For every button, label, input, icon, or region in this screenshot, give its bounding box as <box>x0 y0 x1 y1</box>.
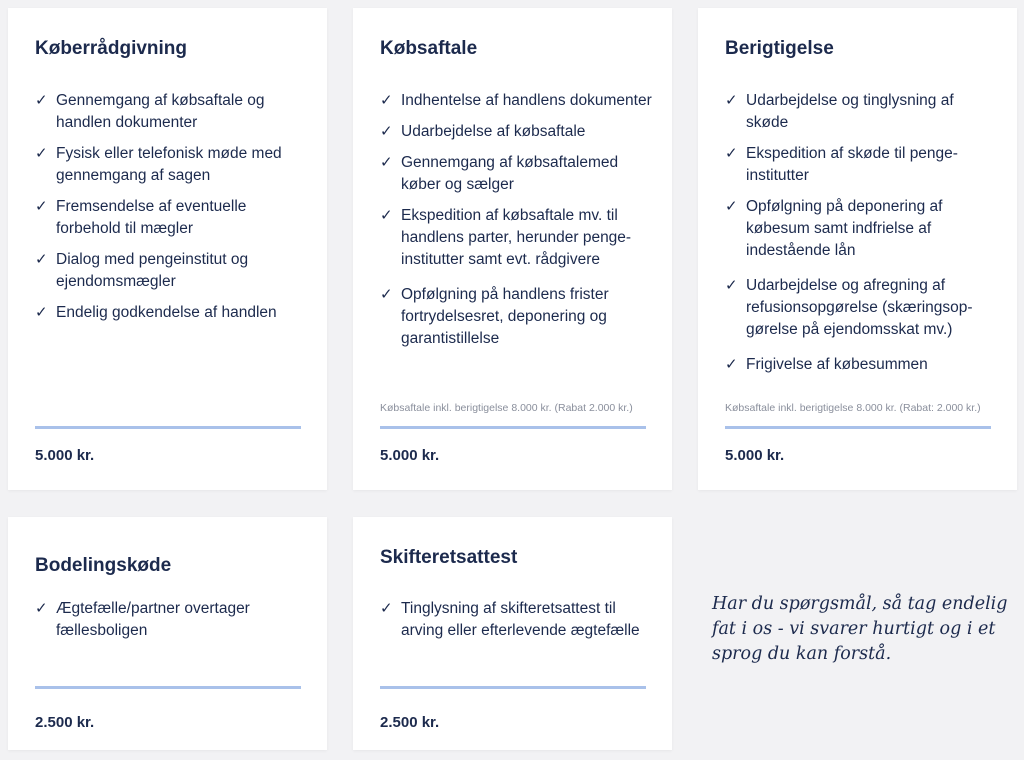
price: 5.000 kr. <box>725 447 785 464</box>
checkmark-icon: ✓ <box>725 145 738 162</box>
list-item <box>35 143 307 187</box>
card-title: Købsaftale <box>380 38 478 59</box>
price-note: Købsaftale inkl. berigtigelse 8.000 kr. (Rabat: 2.000 kr.) <box>725 402 981 414</box>
checkmark-icon: ✓ <box>380 92 393 109</box>
checkmark-icon: ✓ <box>35 145 48 162</box>
item-text: Ekspedition af købsaftale mv. til handlens parter, herunder penge-institutter samt evt. rådgivere <box>401 207 632 268</box>
list-item <box>35 302 307 324</box>
checkmark-icon: ✓ <box>380 207 393 224</box>
card-koberraadgivning <box>8 8 327 490</box>
card-kobsaftale <box>353 8 672 490</box>
list-item <box>725 354 997 376</box>
card-title: Køberrådgivning <box>35 38 188 59</box>
list-item <box>725 143 997 187</box>
checkmark-icon: ✓ <box>380 286 393 303</box>
list-item <box>35 598 307 642</box>
checkmark-icon: ✓ <box>725 277 738 294</box>
checkmark-icon: ✓ <box>380 600 393 617</box>
checkmark-icon: ✓ <box>35 198 48 215</box>
card-berigtigelse <box>698 8 1017 490</box>
price: 5.000 kr. <box>380 447 440 464</box>
item-text: Udarbejdelse og tinglysning af skøde <box>746 92 954 131</box>
checkmark-icon: ✓ <box>35 304 48 321</box>
feature-list <box>725 90 997 385</box>
item-text: Opfølgning på handlens frister fortrydelsesret, deponering og garantistillelse <box>401 286 609 347</box>
list-item <box>380 284 652 350</box>
item-text: Tinglysning af skifteretsattest til arving eller efterlevende ægtefælle <box>401 600 640 639</box>
contact-message: Har du spørgsmål, så tag endelig fat i os - vi svarer hurtigt og i et sprog du kan forstå. <box>712 594 1008 664</box>
list-item <box>725 196 997 262</box>
price-divider <box>35 426 301 429</box>
list-item <box>380 152 652 196</box>
item-text: Ægtefælle/partner overtager fællesboligen <box>56 600 250 639</box>
checkmark-icon: ✓ <box>725 356 738 373</box>
item-text: Gennemgang af købsaftale og handlen dokumenter <box>56 92 265 131</box>
list-item <box>380 598 652 642</box>
card-title: Skifteretsattest <box>380 547 518 568</box>
item-text: Fysisk eller telefonisk møde med gennemgang af sagen <box>56 145 282 184</box>
feature-list <box>380 90 652 359</box>
price: 2.500 kr. <box>380 714 440 731</box>
checkmark-icon: ✓ <box>35 92 48 109</box>
checkmark-icon: ✓ <box>380 154 393 171</box>
feature-list <box>35 598 307 651</box>
feature-list <box>35 90 307 333</box>
item-text: Gennemgang af købsaftalemed køber og sælger <box>401 154 619 193</box>
item-text: Fremsendelse af eventuelle forbehold til mægler <box>56 198 247 237</box>
item-text: Opfølgning på deponering af købesum samt indfrielse af indestående lån <box>746 198 943 259</box>
item-text: Ekspedition af skøde til penge-institutter <box>746 145 958 184</box>
list-item <box>380 205 652 271</box>
list-item <box>35 249 307 293</box>
item-text: Udarbejdelse og afregning af refusionsopgørelse (skæringsop-gørelse på ejendomsskat mv.) <box>746 277 973 338</box>
item-text: Dialog med pengeinstitut og ejendomsmægler <box>56 251 249 290</box>
feature-list <box>380 598 652 651</box>
list-item <box>725 90 997 134</box>
item-text: Udarbejdelse af købsaftale <box>401 123 586 140</box>
price: 5.000 kr. <box>35 447 95 464</box>
item-text: Frigivelse af købesummen <box>746 356 928 373</box>
checkmark-icon: ✓ <box>35 251 48 268</box>
price-divider <box>35 686 301 689</box>
list-item <box>380 121 652 143</box>
price-divider <box>380 426 646 429</box>
checkmark-icon: ✓ <box>725 92 738 109</box>
checkmark-icon: ✓ <box>380 123 393 140</box>
list-item <box>35 90 307 134</box>
checkmark-icon: ✓ <box>725 198 738 215</box>
card-skifteretsattest <box>353 517 672 750</box>
price-divider <box>380 686 646 689</box>
price-note: Købsaftale inkl. berigtigelse 8.000 kr. (Rabat 2.000 kr.) <box>380 402 633 414</box>
item-text: Indhentelse af handlens dokumenter <box>401 92 652 109</box>
list-item <box>35 196 307 240</box>
list-item <box>380 90 652 112</box>
checkmark-icon: ✓ <box>35 600 48 617</box>
card-title: Berigtigelse <box>725 38 834 59</box>
item-text: Endelig godkendelse af handlen <box>56 304 277 321</box>
price: 2.500 kr. <box>35 714 95 731</box>
price-divider <box>725 426 991 429</box>
list-item <box>725 275 997 341</box>
card-title: Bodelingskøde <box>35 555 172 576</box>
card-bodelingskode <box>8 517 327 750</box>
